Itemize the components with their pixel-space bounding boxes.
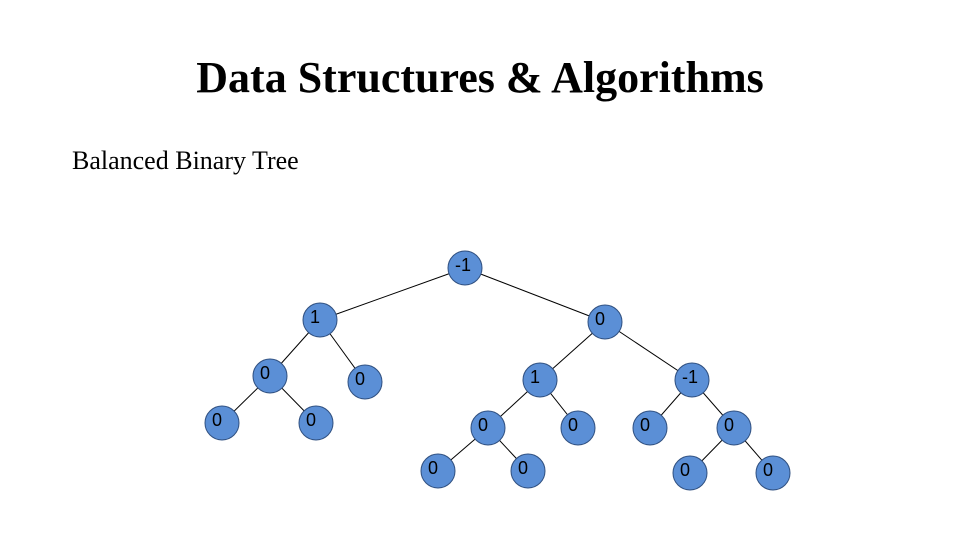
tree-nodes bbox=[205, 251, 790, 490]
tree-node-n15 bbox=[511, 454, 545, 488]
tree-edge-n1-n2 bbox=[320, 268, 465, 320]
tree-node-label: 0 bbox=[595, 309, 606, 329]
tree-node-n3 bbox=[588, 305, 622, 339]
tree-node-label: 1 bbox=[310, 307, 321, 327]
tree-node-n11 bbox=[561, 411, 595, 445]
tree-node-label: 0 bbox=[763, 460, 774, 480]
tree-node-n6 bbox=[523, 363, 557, 397]
tree-node-n8 bbox=[205, 406, 239, 440]
tree-node-n10 bbox=[471, 411, 505, 445]
tree-node-label: -1 bbox=[682, 367, 699, 387]
tree-node-label: 0 bbox=[260, 363, 271, 383]
tree-node-label: 0 bbox=[355, 369, 366, 389]
slide-subtitle: Balanced Binary Tree bbox=[72, 146, 299, 175]
tree-node-n7 bbox=[675, 363, 709, 397]
tree-node-label: 1 bbox=[530, 367, 541, 387]
tree-node-label: 0 bbox=[640, 415, 651, 435]
tree-node-n14 bbox=[421, 454, 455, 488]
slide-title: Data Structures & Algorithms bbox=[196, 53, 764, 102]
tree-node-n16 bbox=[673, 456, 707, 490]
tree-node-label: 0 bbox=[568, 415, 579, 435]
tree-node-n2 bbox=[303, 303, 337, 337]
tree-node-label: -1 bbox=[455, 255, 472, 275]
tree-edge-n1-n3 bbox=[465, 268, 605, 322]
tree-node-n12 bbox=[633, 411, 667, 445]
tree-node-n17 bbox=[756, 456, 790, 490]
tree-node-n13 bbox=[717, 411, 751, 445]
tree-node-label: 0 bbox=[724, 415, 735, 435]
tree-node-label: 0 bbox=[306, 410, 317, 430]
tree-node-label: 0 bbox=[478, 415, 489, 435]
tree-node-label: 0 bbox=[680, 460, 691, 480]
tree-node-n1 bbox=[448, 251, 482, 285]
tree-node-n9 bbox=[299, 406, 333, 440]
tree-node-label: 0 bbox=[212, 410, 223, 430]
tree-node-n5 bbox=[348, 365, 382, 399]
tree-node-n4 bbox=[253, 359, 287, 393]
tree-node-label: 0 bbox=[518, 458, 529, 478]
tree-node-label: 0 bbox=[428, 458, 439, 478]
